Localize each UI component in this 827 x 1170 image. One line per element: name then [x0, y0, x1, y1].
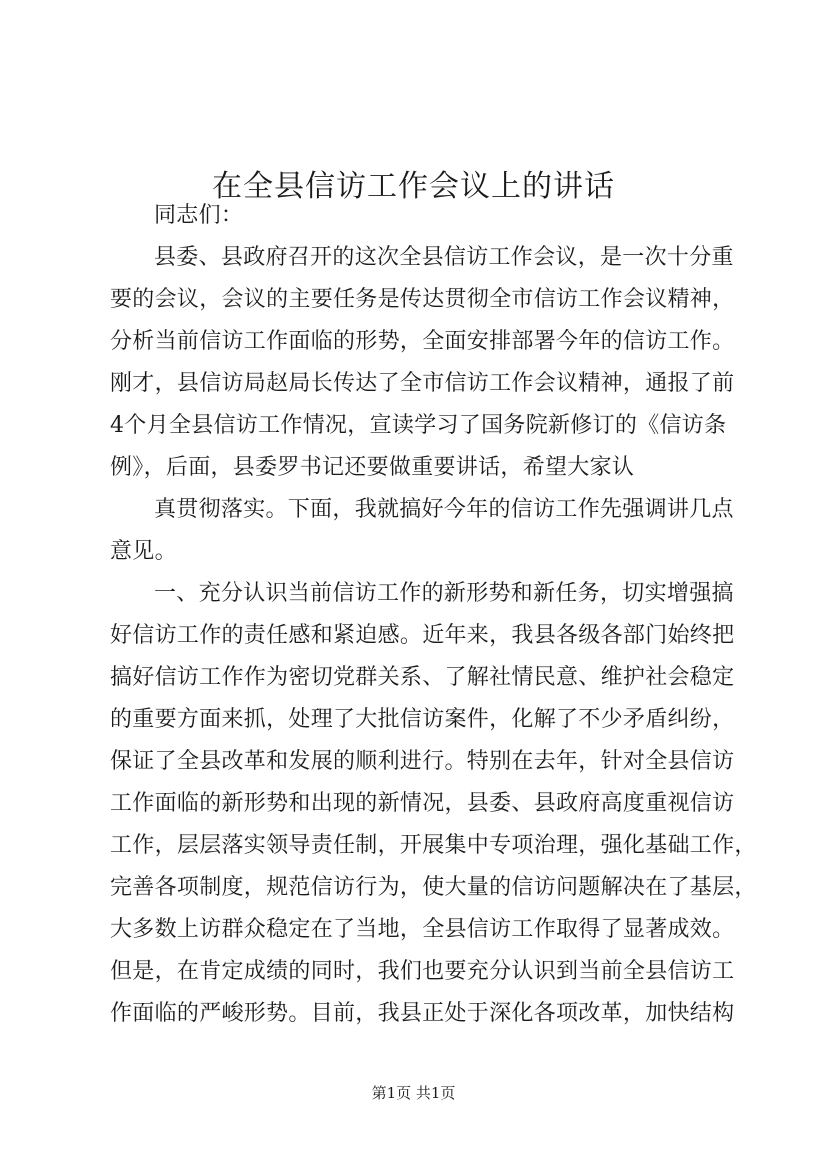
paragraph-line: 的重要方面来抓，处理了大批信访案件，化解了不少矛盾纠纷， — [110, 707, 735, 732]
paragraph-line: 好信访工作的责任感和紧迫感。近年来，我县各级各部门始终把 — [110, 623, 735, 648]
paragraph-line: 工作，层层落实领导责任制，开展集中专项治理，强化基础工作， — [110, 833, 757, 858]
paragraph-line: 4个月全县信访工作情况，宣读学习了国务院新修订的《信访条 — [110, 413, 727, 438]
paragraph-line: 大多数上访群众稳定在了当地，全县信访工作取得了显著成效。 — [110, 917, 735, 942]
paragraph-line: 真贯彻落实。下面，我就搞好今年的信访工作先强调讲几点 — [154, 497, 734, 522]
document-title: 在全县信访工作会议上的讲话 — [212, 169, 615, 205]
paragraph-line: 要的会议，会议的主要任务是传达贯彻全市信访工作会议精神， — [110, 287, 735, 312]
paragraph-line: 县委、县政府召开的这次全县信访工作会议，是一次十分重 — [154, 245, 734, 270]
paragraph-line: 一、充分认识当前信访工作的新形势和新任务，切实增强搞 — [154, 581, 734, 606]
paragraph-line: 但是，在肯定成绩的同时，我们也要充分认识到当前全县信访工 — [110, 959, 735, 984]
salutation: 同志们： — [154, 203, 244, 228]
paragraph-line: 搞好信访工作作为密切党群关系、了解社情民意、维护社会稳定 — [110, 665, 735, 690]
paragraph-line: 分析当前信访工作面临的形势，全面安排部署今年的信访工作。 — [110, 329, 735, 354]
paragraph-line: 意见。 — [110, 539, 177, 564]
paragraph-line: 工作面临的新形势和出现的新情况，县委、县政府高度重视信访 — [110, 791, 735, 816]
paragraph-line: 完善各项制度，规范信访行为，使大量的信访问题解决在了基层， — [110, 875, 757, 900]
paragraph-line: 保证了全县改革和发展的顺利进行。特别在去年，针对全县信访 — [110, 749, 735, 774]
paragraph-line: 例》，后面，县委罗书记还要做重要讲话，希望大家认 — [110, 455, 635, 480]
paragraph-line: 刚才，县信访局赵局长传达了全市信访工作会议精神，通报了前 — [110, 371, 735, 396]
paragraph-line: 作面临的严峻形势。目前，我县正处于深化各项改革，加快结构 — [110, 1001, 735, 1026]
page-footer: 第1页 共1页 — [371, 1084, 456, 1102]
